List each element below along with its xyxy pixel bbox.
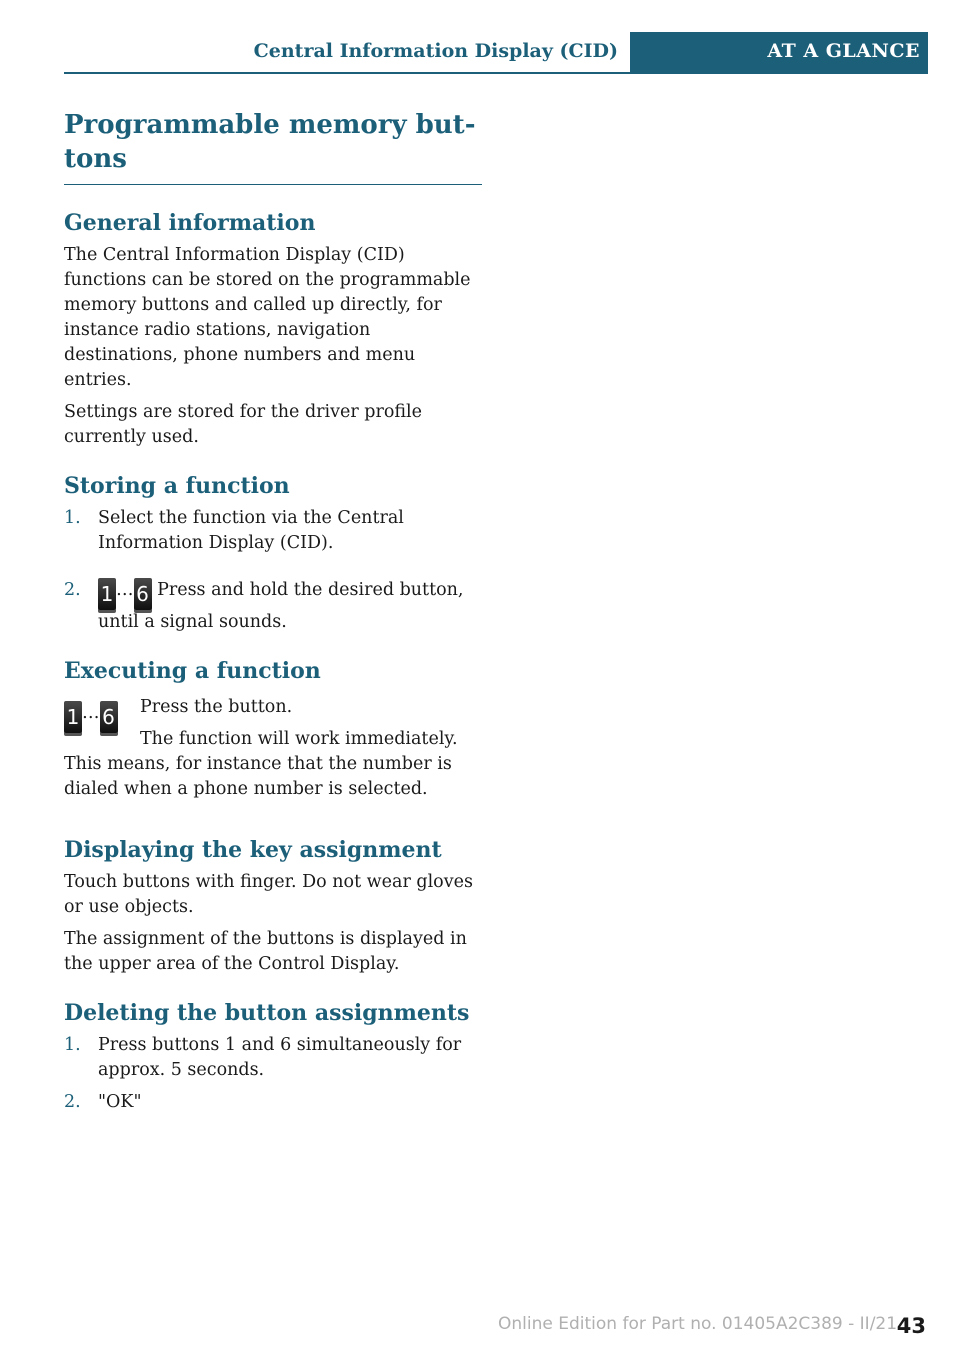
heading-general-information: General information (64, 210, 316, 236)
memory-key-6-icon: 6 (134, 578, 152, 610)
heading-storing-function: Storing a function (64, 473, 290, 499)
displaying-para-2: The assignment of the buttons is displayed in the upper area of the Control Display. (64, 929, 467, 974)
heading-displaying-key-assignment: Displaying the key assignment (64, 837, 442, 863)
deleting-steps (64, 1033, 482, 1115)
step-text: "OK" (98, 1092, 142, 1112)
step-number: 1. (64, 508, 81, 528)
step-number: 1. (64, 1035, 81, 1055)
key-range-ellipsis: … (82, 703, 100, 723)
edition-footer: Online Edition for Part no. 01405A2C389 - II/21 (498, 1314, 898, 1334)
list-item (64, 1033, 482, 1083)
page-title-line1: Programmable memory but- (64, 110, 476, 140)
step-text: Select the function via the Central Information Display (CID). (98, 508, 404, 553)
list-item (64, 1090, 482, 1115)
displaying-para-1: Touch buttons with finger. Do not wear gloves or use objects. (64, 872, 473, 917)
heading-deleting-button-assignments: Deleting the button assignments (64, 1000, 470, 1026)
list-item (64, 578, 482, 635)
step-text: Press and hold the desired button, until a signal sounds. (98, 580, 464, 632)
executing-line-1: Press the button. (140, 697, 293, 717)
page-header (64, 32, 928, 74)
memory-key-1-icon: 1 (64, 701, 82, 733)
page-title (64, 108, 482, 185)
key-range-ellipsis: … (116, 580, 134, 600)
list-item (64, 506, 482, 556)
step-number: 2. (64, 1092, 81, 1112)
step-number: 2. (64, 580, 81, 600)
page-title-line2: tons (64, 144, 127, 174)
memory-key-6-icon: 6 (100, 701, 118, 733)
chapter-title: Central Information Display (CID) (253, 40, 618, 62)
memory-key-1-icon: 1 (98, 578, 116, 610)
storing-steps (64, 506, 482, 635)
main-column (64, 108, 482, 1115)
general-para-1: The Central Information Display (CID) functions can be stored on the programmable memory buttons and called up directly, for instance radio stations, navigation destinations, phone numbers and menu entries. (64, 245, 471, 390)
step-text: Press buttons 1 and 6 simultaneously for approx. 5 seconds. (98, 1035, 462, 1080)
executing-block (64, 695, 482, 747)
memory-keys-icon-group (64, 701, 118, 733)
heading-executing-function: Executing a function (64, 658, 321, 684)
executing-line-2-text: The function will work immediately. This means, for instance that the number is dialed when a phone number is selected. (64, 729, 458, 799)
section-tab: AT A GLANCE (630, 32, 928, 72)
page-number: 43 (896, 1314, 926, 1338)
general-para-2: Settings are stored for the driver profile currently used. (64, 402, 423, 447)
